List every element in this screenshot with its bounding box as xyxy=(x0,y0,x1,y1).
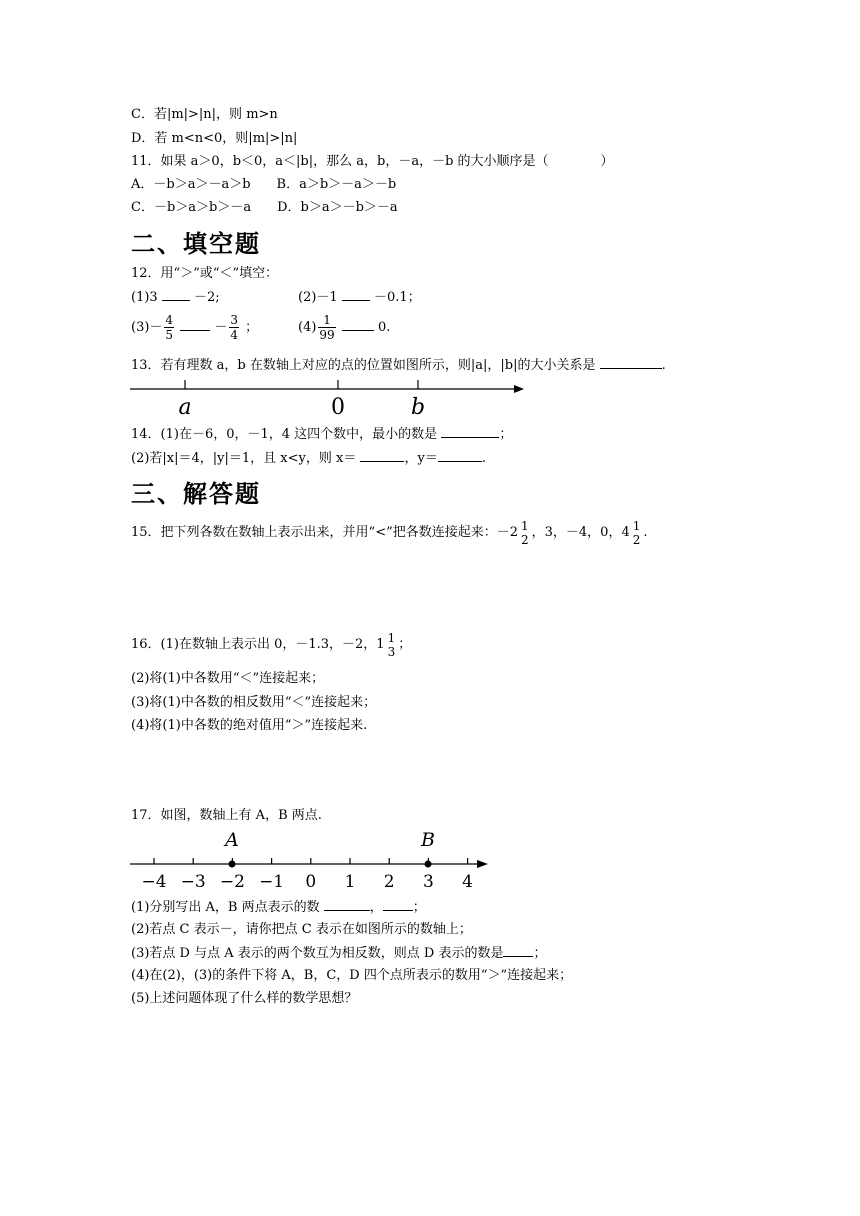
answer-blank[interactable] xyxy=(360,449,404,462)
q14-part1 xyxy=(131,425,512,444)
tick-label: 0 xyxy=(305,872,317,892)
q17-stem: 17．如图，数轴上有 A，B 两点. xyxy=(131,808,322,823)
q15-text: 15．把下列各数在数轴上表示出来，并用“<”把各数连接起来：－2 xyxy=(131,525,518,540)
answer-blank[interactable] xyxy=(600,356,662,369)
axis-arrow xyxy=(514,385,524,393)
q12-p3-minus: － xyxy=(214,320,228,335)
point-a-label: A xyxy=(225,829,239,851)
q16-part4: (4)将(1)中各数的绝对值用“＞”连接起来. xyxy=(131,718,368,733)
q16-p1-end: ； xyxy=(398,637,412,652)
q12-p4-left: (4) xyxy=(298,320,317,335)
tick-label: −2 xyxy=(219,872,245,892)
answer-blank[interactable] xyxy=(342,318,374,331)
q12-p3-end: ； xyxy=(245,320,259,335)
label-zero: 0 xyxy=(331,395,345,420)
tick-label: 1 xyxy=(344,872,356,892)
axis-arrow xyxy=(477,860,488,868)
q12-p1-right: －2; xyxy=(193,290,220,305)
q11-options-cd: C．－b＞a＞b＞－a D．b＞a＞－b＞－a xyxy=(131,200,398,215)
fraction: $\frac{4}{5}$ xyxy=(165,313,174,342)
q16-part3: (3)将(1)中各数的相反数用“＜”连接起来； xyxy=(131,695,377,710)
fraction: 1 2 xyxy=(632,518,641,547)
q14-p2-text: (2)若|x|＝4，|y|＝1，且 x<y，则 x＝ xyxy=(131,451,357,466)
q11-options-ab: A．－b＞a＞－a＞b B．a＞b＞－a＞－b xyxy=(131,177,397,192)
q16-part1 xyxy=(131,628,411,662)
q12-part4 xyxy=(298,313,390,343)
q12-p2-left: (2)－1 xyxy=(298,290,338,305)
tick-label: −4 xyxy=(141,872,167,892)
q17-part2: (2)若点 C 表示－，请你把点 C 表示在如图所示的数轴上； xyxy=(131,922,472,937)
q12-p1-left: (1)3 xyxy=(131,290,158,305)
q10-option-d: D．若 m<n<0，则|m|>|n| xyxy=(131,131,298,146)
fraction: 1 3 xyxy=(387,630,396,659)
q17-part3 xyxy=(131,944,546,963)
q12-part1 xyxy=(131,288,220,307)
q14-p1-end: ； xyxy=(499,427,513,442)
q14-p2-mid: ，y＝ xyxy=(404,451,438,466)
tick-label: −1 xyxy=(259,872,285,892)
q13-end: . xyxy=(661,358,666,373)
q13-stem xyxy=(131,356,666,375)
q10-option-c: C．若|m|>|n|，则 m>n xyxy=(131,107,278,122)
q14-p2-end: . xyxy=(481,451,486,466)
label-b: b xyxy=(410,395,426,420)
tick-label: −3 xyxy=(180,872,206,892)
answer-blank[interactable] xyxy=(441,425,499,438)
fraction: 1 2 xyxy=(521,518,529,547)
answer-blank[interactable] xyxy=(324,898,370,911)
label-a: a xyxy=(178,395,192,420)
tick-group xyxy=(141,858,473,892)
q17-part5: (5)上述问题体现了什么样的数学思想？ xyxy=(131,991,358,1006)
section-title-fill-in: 二、填空题 xyxy=(131,230,261,258)
q17-p3-text: (3)若点 D 与点 A 表示的两个数互为相反数，则点 D 表示的数是 xyxy=(131,946,504,961)
q16-p1-text: 16．(1)在数轴上表示出 0，－1.3，－2，1 xyxy=(131,637,385,652)
answer-blank[interactable] xyxy=(180,318,210,331)
q13-number-line xyxy=(128,374,528,420)
q17-p1-mid: ， xyxy=(369,900,383,915)
section-title-answer: 三、解答题 xyxy=(131,480,261,508)
point-a-dot xyxy=(229,861,236,868)
q12-p3-left: (3)－ xyxy=(131,320,163,335)
q14-part2 xyxy=(131,449,486,468)
q12-p4-right: 0. xyxy=(377,320,391,335)
q17-p3-end: ； xyxy=(533,946,547,961)
fraction: $\frac{3}{4}$ xyxy=(230,313,238,342)
fraction: $\frac{1}{99}$ xyxy=(319,313,335,342)
answer-blank[interactable] xyxy=(503,944,533,957)
q13-stem-text: 13．若有理数 a，b 在数轴上对应的点的位置如图所示，则|a|，|b|的大小关系是 xyxy=(131,358,596,373)
q17-p1-text: (1)分别写出 A，B 两点表示的数 xyxy=(131,900,320,915)
q17-part4: (4)在(2)，(3)的条件下将 A，B，C，D 四个点所表示的数用“＞”连接起来； xyxy=(131,968,573,983)
q15-end: . xyxy=(643,525,648,540)
q12-part3 xyxy=(131,313,258,343)
q15-mid: ，3，－4，0，4 xyxy=(531,525,630,540)
q11-stem: 11．如果 a＞0，b＜0，a＜|b|，那么 a，b，－a，－b 的大小顺序是（ ） xyxy=(131,154,614,169)
q14-p1-text: 14．(1)在－6，0，－1，4 这四个数中，最小的数是 xyxy=(131,427,438,442)
answer-blank[interactable] xyxy=(438,449,482,462)
answer-blank[interactable] xyxy=(383,898,413,911)
answer-blank[interactable] xyxy=(162,288,190,301)
tick-label: 2 xyxy=(383,872,395,892)
q12-part2 xyxy=(298,288,421,307)
answer-blank[interactable] xyxy=(342,288,370,301)
q12-stem: 12．用“＞”或“＜”填空： xyxy=(131,266,279,281)
q17-p1-end: ； xyxy=(412,900,426,915)
tick-label: 3 xyxy=(422,872,434,892)
point-b-label: B xyxy=(421,829,435,851)
q15-stem xyxy=(131,516,648,550)
q17-number-line xyxy=(128,826,493,892)
tick-label: 4 xyxy=(462,872,474,892)
q17-part1 xyxy=(131,898,426,917)
q16-part2: (2)将(1)中各数用“＜”连接起来； xyxy=(131,671,325,686)
q12-p2-right: －0.1； xyxy=(373,290,421,305)
point-b-dot xyxy=(425,861,432,868)
